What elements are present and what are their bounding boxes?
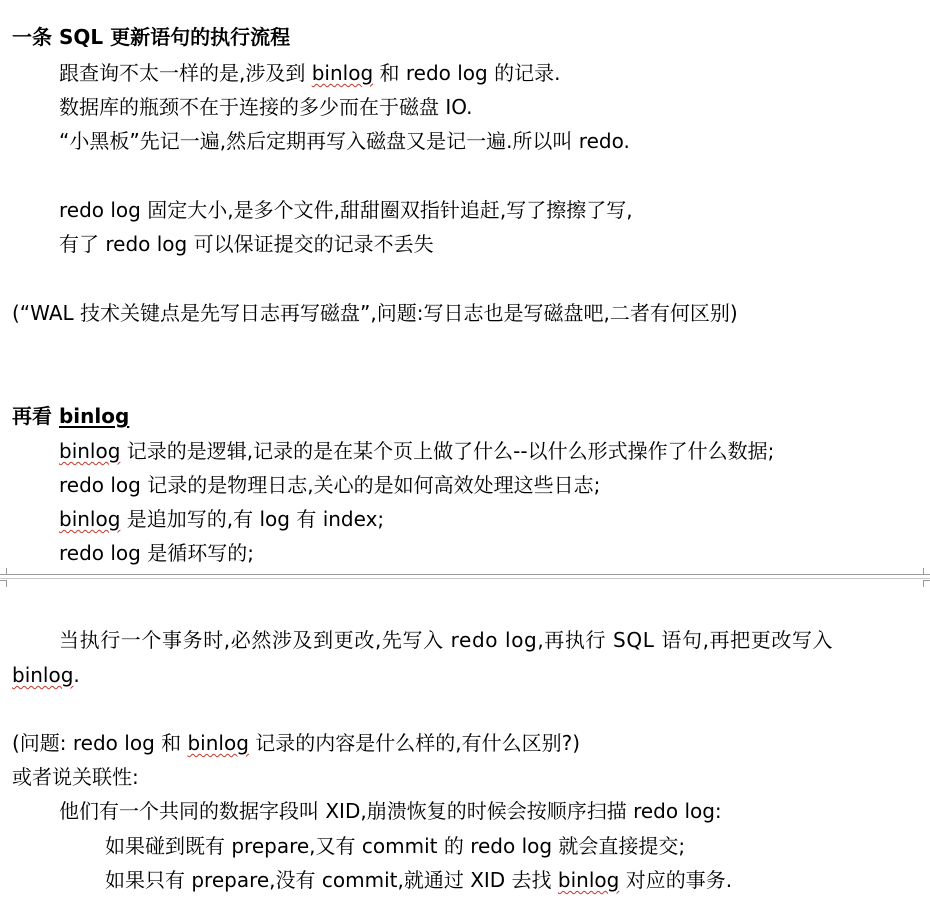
- section-heading-binlog: [12, 401, 129, 431]
- text-line: “小黑板”先记一遍,然后定期再写入磁盘又是记一遍.所以叫 redo.: [59, 129, 630, 153]
- section-heading-sql-update: 一条 SQL 更新语句的执行流程: [12, 25, 291, 49]
- text-segment: .: [73, 663, 80, 687]
- text-line: 有了 redo log 可以保证提交的记录不丢失: [59, 232, 434, 256]
- text-segment: 如果只有 prepare,没有 commit,就通过 XID 去找: [105, 868, 558, 892]
- heading-segment: 再看: [12, 404, 59, 428]
- page-corner-mark: [0, 580, 7, 587]
- text-line: 数据库的瓶颈不在于连接的多少而在于磁盘 IO.: [59, 95, 473, 119]
- text-line: 他们有一个共同的数据字段叫 XID,崩溃恢复的时候会按顺序扫描 redo log:: [59, 799, 722, 823]
- text-line: 或者说关联性:: [12, 765, 139, 789]
- text-line: 当执行一个事务时,必然涉及到更改,先写入 redo log,再执行 SQL 语句,再把更改写入: [59, 628, 834, 652]
- text-line: redo log 是循环写的;: [59, 541, 254, 565]
- text-segment: (问题: redo log 和: [12, 731, 188, 755]
- text-line: [59, 504, 384, 534]
- binlog-term: binlog: [557, 868, 620, 892]
- page-corner-mark: [923, 568, 930, 575]
- text-line: redo log 记录的是物理日志,关心的是如何高效处理这些日志;: [59, 473, 601, 497]
- page-corner-mark: [0, 568, 7, 575]
- text-segment: 记录的是逻辑,记录的是在某个页上做了什么--以什么形式操作了什么数据;: [120, 439, 775, 463]
- binlog-question: [12, 728, 580, 758]
- binlog-term: binlog: [58, 404, 130, 428]
- text-segment: 跟查询不太一样的是,涉及到: [59, 61, 312, 85]
- text-segment: 对应的事务.: [619, 868, 733, 892]
- page-break-line: [0, 578, 930, 579]
- text-segment: 和 redo log 的记录.: [373, 61, 561, 85]
- text-line: [59, 436, 774, 466]
- page-break-separator: [0, 574, 930, 582]
- binlog-term: binlog: [187, 731, 249, 755]
- text-segment: 是追加写的,有 log 有 index;: [120, 507, 385, 531]
- text-line: [12, 660, 80, 690]
- text-segment: 记录的内容是什么样的,有什么区别?): [248, 731, 581, 755]
- text-line: [105, 865, 732, 895]
- wal-question: (“WAL 技术关键点是先写日志再写磁盘”,问题:写日志也是写磁盘吧,二者有何区别): [12, 301, 738, 325]
- text-line: redo log 固定大小,是多个文件,甜甜圈双指针追赶,写了擦擦了写,: [59, 198, 633, 222]
- page-corner-mark: [923, 580, 930, 587]
- binlog-term: binlog: [59, 439, 121, 463]
- text-line: 如果碰到既有 prepare,又有 commit 的 redo log 就会直接提交;: [105, 834, 686, 858]
- text-line: [59, 58, 560, 88]
- binlog-term: binlog: [12, 663, 74, 687]
- page-break-line: [0, 574, 930, 575]
- binlog-term: binlog: [311, 61, 374, 85]
- binlog-term: binlog: [59, 507, 121, 531]
